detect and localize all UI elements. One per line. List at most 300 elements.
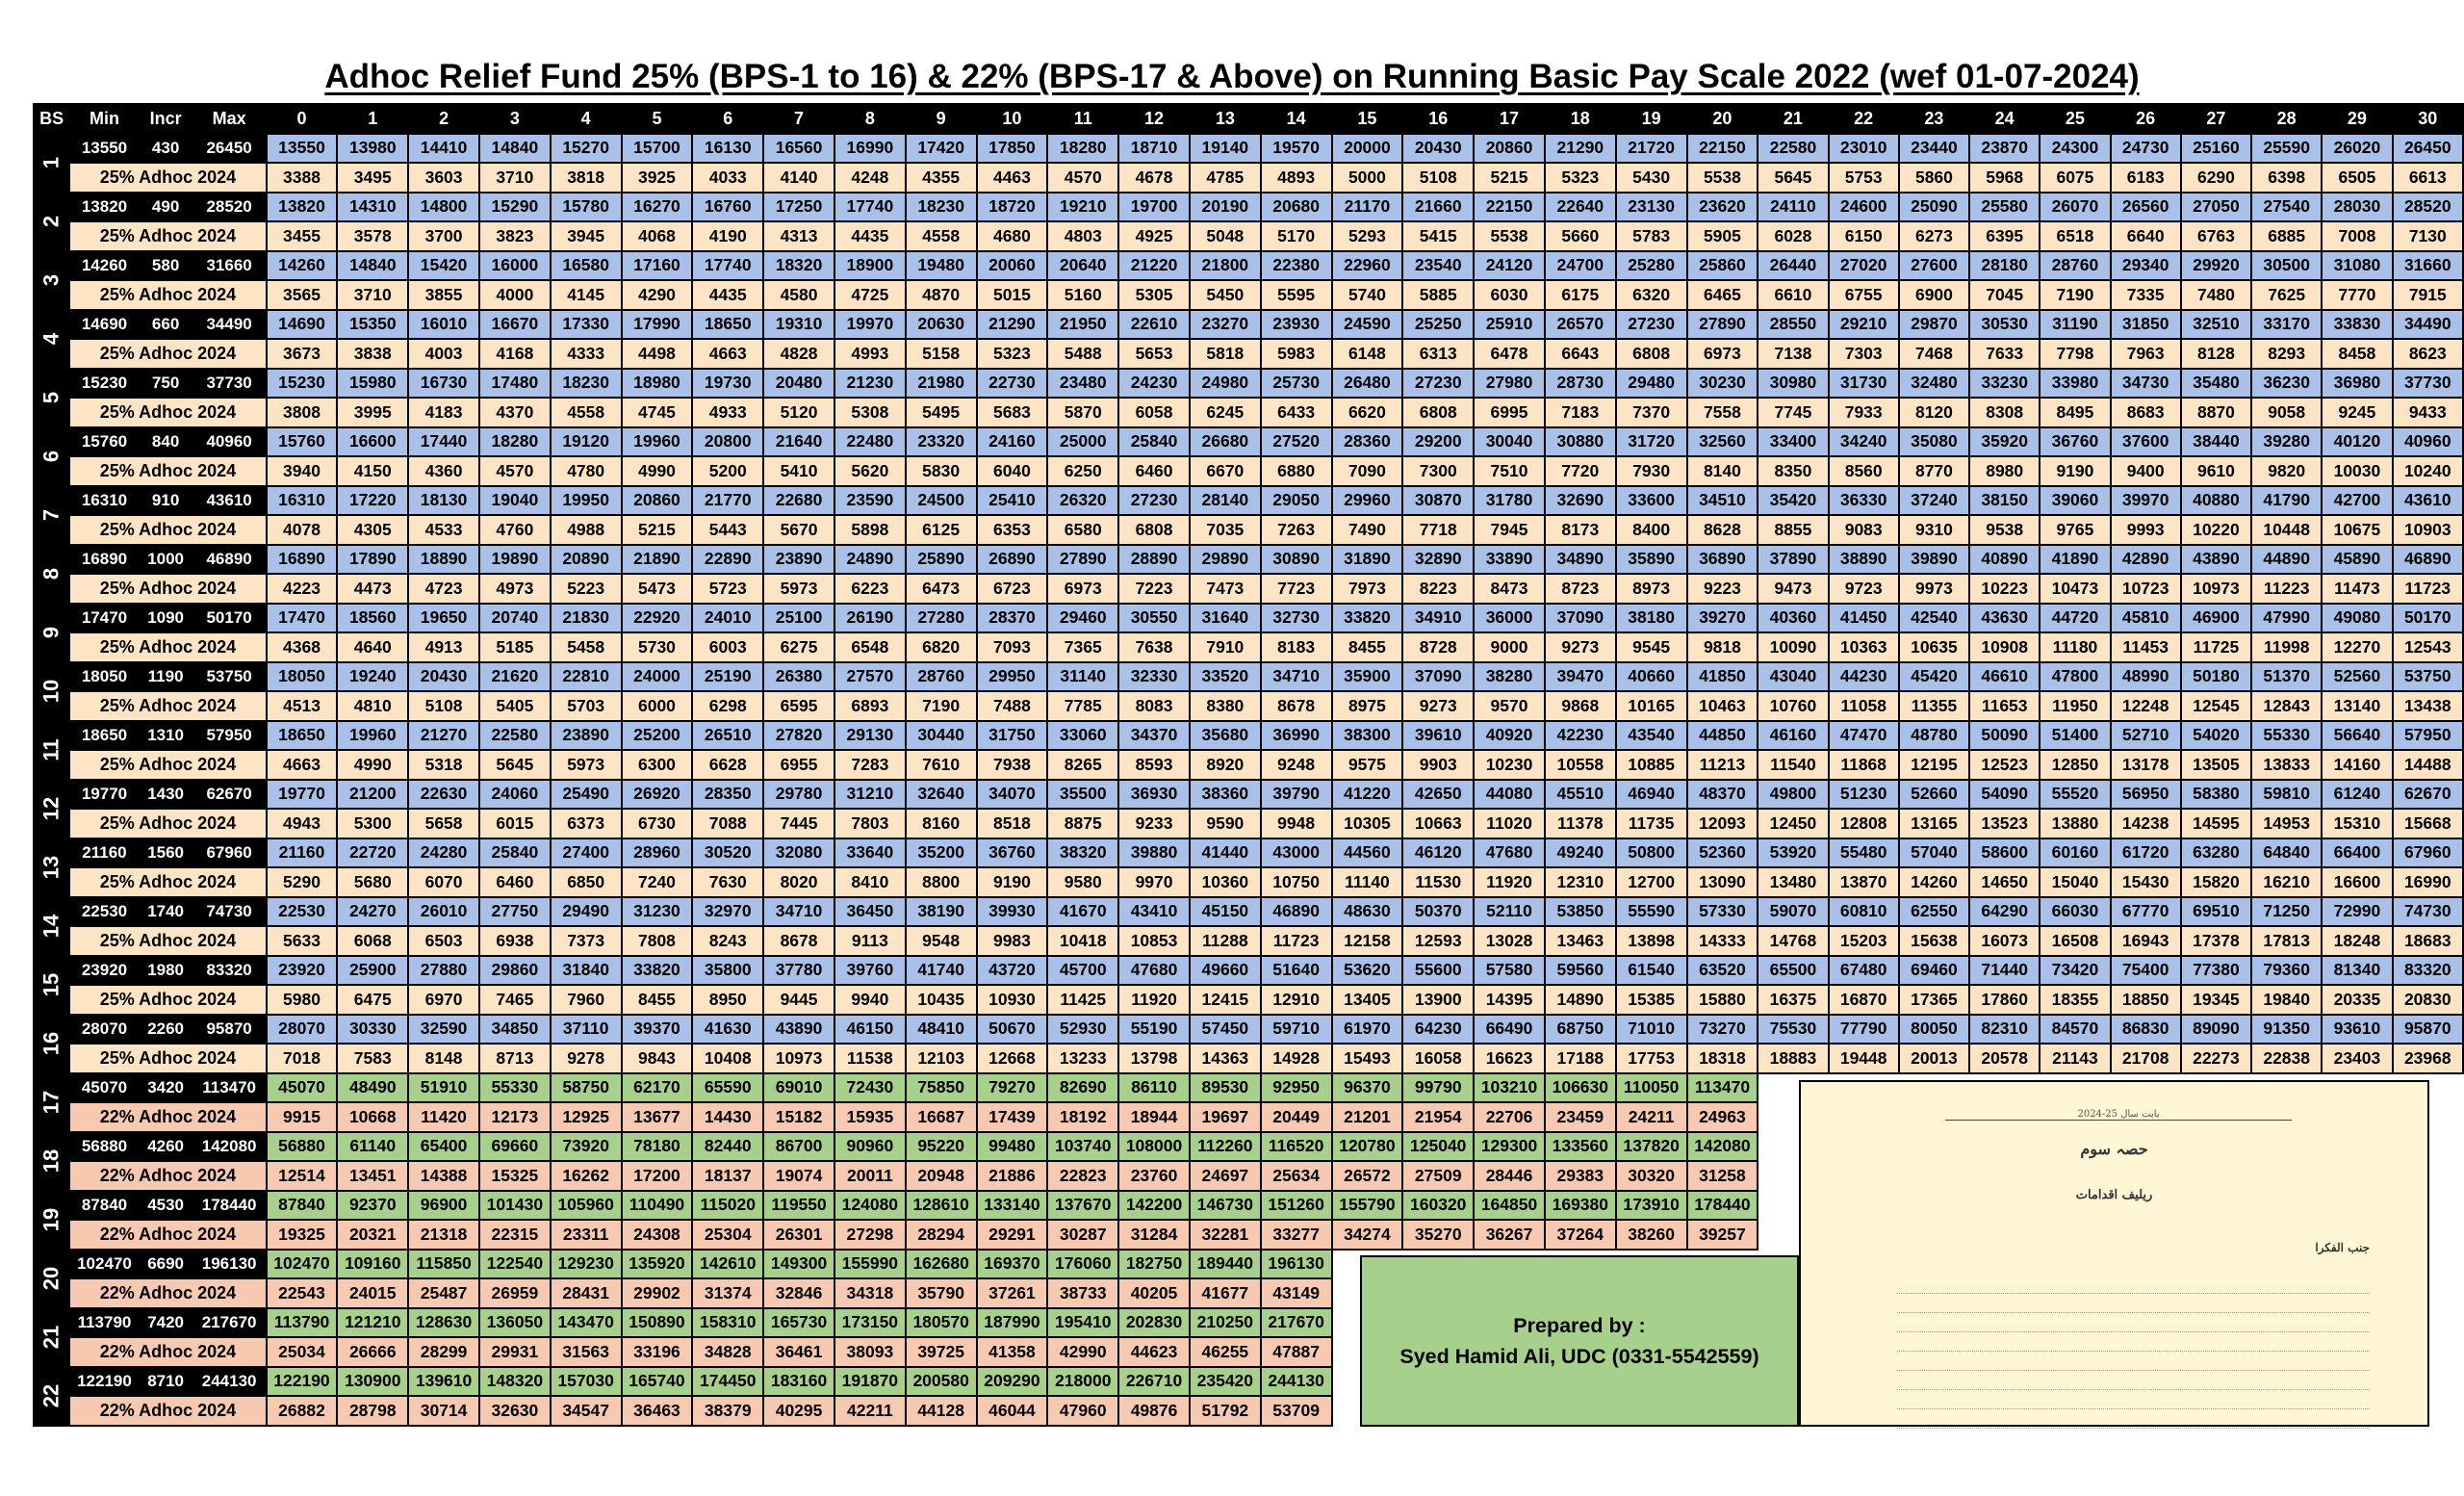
max-pay: 142080 — [192, 1132, 267, 1162]
pay-cell: 41790 — [2251, 486, 2322, 516]
adhoc-label: 25% Adhoc 2024 — [69, 515, 266, 545]
pay-cell: 195410 — [1047, 1308, 1118, 1338]
adhoc-cell: 6245 — [1190, 398, 1261, 427]
adhoc-cell: 12415 — [1190, 985, 1261, 1015]
adhoc-cell: 16870 — [1829, 985, 1899, 1015]
header-min: Min — [69, 104, 139, 134]
adhoc-cell: 5595 — [1261, 280, 1332, 310]
pay-cell: 95870 — [2393, 1015, 2463, 1045]
pay-cell: 129300 — [1474, 1132, 1545, 1162]
pay-cell: 24110 — [1758, 193, 1828, 222]
adhoc-cell: 4463 — [977, 163, 1048, 193]
adhoc-cell: 8410 — [834, 867, 906, 897]
pay-cell: 36990 — [1261, 721, 1332, 751]
pay-cell: 29480 — [1616, 369, 1687, 399]
pay-cell: 41450 — [1829, 604, 1899, 633]
adhoc-cell: 7488 — [977, 691, 1048, 721]
pay-cell: 41740 — [906, 956, 977, 986]
adhoc-cell: 10750 — [1261, 867, 1332, 897]
adhoc-cell: 18883 — [1758, 1044, 1828, 1073]
bps-number — [34, 838, 69, 897]
pay-cell: 75850 — [906, 1073, 977, 1103]
pay-cell: 101430 — [479, 1191, 551, 1221]
adhoc-cell: 28299 — [408, 1337, 479, 1367]
adhoc-cell: 6620 — [1332, 398, 1403, 427]
pay-cell: 39970 — [2111, 486, 2181, 516]
adhoc-cell: 12270 — [2322, 632, 2392, 662]
pay-cell: 129230 — [551, 1250, 622, 1279]
pay-cell: 21950 — [1047, 310, 1118, 340]
pay-cell: 187990 — [977, 1308, 1048, 1338]
pay-cell: 32730 — [1261, 604, 1332, 633]
pay-cell: 23890 — [763, 545, 834, 575]
pay-cell: 47990 — [2251, 604, 2322, 633]
annual-increment: 1190 — [140, 662, 192, 692]
pay-cell: 165740 — [622, 1367, 693, 1397]
pay-cell: 30230 — [1687, 369, 1758, 399]
pay-cell: 71440 — [1969, 956, 2040, 986]
pay-cell: 52110 — [1474, 897, 1545, 927]
adhoc-cell: 10435 — [906, 985, 977, 1015]
adhoc-cell: 11453 — [2111, 632, 2181, 662]
adhoc-cell: 7625 — [2251, 280, 2322, 310]
adhoc-cell: 25634 — [1261, 1161, 1332, 1191]
pay-cell: 25900 — [337, 956, 408, 986]
bps-number-label: 5 — [38, 391, 64, 404]
pay-cell: 18230 — [551, 369, 622, 399]
pay-cell: 24120 — [1474, 251, 1545, 281]
adhoc-cell: 7240 — [622, 867, 693, 897]
pay-cell: 43040 — [1758, 662, 1828, 692]
pay-row-bps-2 — [34, 193, 2463, 222]
pay-cell: 26190 — [834, 604, 906, 633]
pay-cell: 22640 — [1545, 193, 1616, 222]
adhoc-cell: 9868 — [1545, 691, 1616, 721]
pay-cell: 218000 — [1047, 1367, 1118, 1397]
bps-number-label: 2 — [38, 215, 64, 228]
adhoc-cell: 11920 — [1118, 985, 1190, 1015]
annual-increment: 1740 — [140, 897, 192, 927]
adhoc-cell: 6250 — [1047, 456, 1118, 486]
header-stage: 9 — [906, 104, 977, 134]
pay-cell: 142080 — [1687, 1132, 1758, 1162]
pay-cell: 16600 — [337, 427, 408, 457]
adhoc-cell: 31284 — [1118, 1220, 1190, 1250]
pay-cell: 52660 — [1899, 780, 1969, 810]
min-pay: 15230 — [69, 369, 139, 399]
adhoc-cell: 7465 — [479, 985, 551, 1015]
adhoc-cell: 36267 — [1474, 1220, 1545, 1250]
adhoc-label: 25% Adhoc 2024 — [69, 632, 266, 662]
adhoc-cell: 10760 — [1758, 691, 1828, 721]
adhoc-cell: 15040 — [2040, 867, 2110, 897]
adhoc-cell: 6938 — [479, 926, 551, 956]
adhoc-cell: 19840 — [2251, 985, 2322, 1015]
pay-cell: 26510 — [692, 721, 763, 751]
adhoc-label: 22% Adhoc 2024 — [69, 1337, 266, 1367]
adhoc-cell: 11723 — [2393, 574, 2463, 604]
adhoc-cell: 13438 — [2393, 691, 2463, 721]
adhoc-cell: 10418 — [1047, 926, 1118, 956]
pay-cell: 35890 — [1616, 545, 1687, 575]
adhoc-cell: 3995 — [337, 398, 408, 427]
adhoc-cell: 18355 — [2040, 985, 2110, 1015]
pay-cell: 17470 — [267, 604, 338, 633]
header-stage: 7 — [763, 104, 834, 134]
pay-cell: 84570 — [2040, 1015, 2110, 1045]
adhoc-cell: 6320 — [1616, 280, 1687, 310]
pay-cell: 59070 — [1758, 897, 1828, 927]
pay-cell: 37110 — [551, 1015, 622, 1045]
pay-cell: 18900 — [834, 251, 906, 281]
adhoc-cell: 9903 — [1402, 750, 1474, 780]
pay-cell: 18890 — [408, 545, 479, 575]
annual-increment: 1560 — [140, 838, 192, 868]
header-stage: 2 — [408, 104, 479, 134]
adhoc-cell: 15935 — [834, 1102, 906, 1132]
adhoc-cell: 12843 — [2251, 691, 2322, 721]
adhoc-row-bps-10 — [34, 691, 2463, 721]
pay-cell: 38190 — [906, 897, 977, 927]
adhoc-cell: 13505 — [2181, 750, 2251, 780]
adhoc-cell: 6723 — [977, 574, 1048, 604]
adhoc-cell: 12593 — [1402, 926, 1474, 956]
adhoc-cell: 10090 — [1758, 632, 1828, 662]
pay-cell: 96900 — [408, 1191, 479, 1221]
pay-cell: 133140 — [977, 1191, 1048, 1221]
adhoc-cell: 4990 — [337, 750, 408, 780]
adhoc-cell: 6015 — [479, 809, 551, 838]
adhoc-cell: 9545 — [1616, 632, 1687, 662]
pay-cell: 27820 — [763, 721, 834, 751]
adhoc-cell: 4933 — [692, 398, 763, 427]
pay-cell: 28350 — [692, 780, 763, 810]
adhoc-cell: 7138 — [1758, 339, 1828, 369]
adhoc-cell: 8455 — [1332, 632, 1403, 662]
adhoc-cell: 4580 — [763, 280, 834, 310]
adhoc-cell: 4725 — [834, 280, 906, 310]
adhoc-cell: 5293 — [1332, 221, 1403, 251]
notice-header: بابت سال 25-2024 — [1945, 1109, 2292, 1121]
adhoc-cell: 4068 — [622, 221, 693, 251]
adhoc-cell: 9548 — [906, 926, 977, 956]
pay-cell: 32510 — [2181, 310, 2251, 340]
adhoc-cell: 7088 — [692, 809, 763, 838]
adhoc-cell: 27298 — [834, 1220, 906, 1250]
pay-cell: 26920 — [622, 780, 693, 810]
adhoc-cell: 24963 — [1687, 1102, 1758, 1132]
pay-cell: 17850 — [977, 134, 1048, 164]
adhoc-cell: 22823 — [1047, 1161, 1118, 1191]
pay-cell: 24730 — [2111, 134, 2181, 164]
adhoc-cell: 4570 — [479, 456, 551, 486]
adhoc-cell: 20321 — [337, 1220, 408, 1250]
pay-cell: 17250 — [763, 193, 834, 222]
pay-cell: 19890 — [479, 545, 551, 575]
adhoc-cell: 13463 — [1545, 926, 1616, 956]
adhoc-cell: 9843 — [622, 1044, 693, 1073]
pay-cell: 21290 — [1545, 134, 1616, 164]
pay-cell: 142610 — [692, 1250, 763, 1279]
adhoc-cell: 8800 — [906, 867, 977, 897]
adhoc-cell: 4760 — [479, 515, 551, 545]
adhoc-cell: 11723 — [1261, 926, 1332, 956]
adhoc-cell: 19697 — [1190, 1102, 1261, 1132]
adhoc-cell: 11180 — [2040, 632, 2110, 662]
adhoc-cell: 11950 — [2040, 691, 2110, 721]
pay-cell: 89530 — [1190, 1073, 1261, 1103]
pay-cell: 130900 — [337, 1367, 408, 1397]
adhoc-cell: 7183 — [1545, 398, 1616, 427]
adhoc-cell: 5973 — [551, 750, 622, 780]
adhoc-cell: 4570 — [1047, 163, 1118, 193]
pay-cell: 24980 — [1190, 369, 1261, 399]
pay-cell: 24010 — [692, 604, 763, 633]
adhoc-cell: 5645 — [1758, 163, 1828, 193]
pay-cell: 28730 — [1545, 369, 1616, 399]
pay-cell: 125040 — [1402, 1132, 1474, 1162]
header-stage: 23 — [1899, 104, 1969, 134]
pay-cell: 28760 — [906, 662, 977, 692]
pay-cell: 66400 — [2322, 838, 2392, 868]
adhoc-cell: 14363 — [1190, 1044, 1261, 1073]
adhoc-cell: 3823 — [479, 221, 551, 251]
adhoc-cell: 28446 — [1474, 1161, 1545, 1191]
adhoc-cell: 6885 — [2251, 221, 2322, 251]
pay-cell: 25840 — [479, 838, 551, 868]
adhoc-cell: 15430 — [2111, 867, 2181, 897]
adhoc-cell: 10240 — [2393, 456, 2463, 486]
annual-increment: 1090 — [140, 604, 192, 633]
adhoc-cell: 21954 — [1402, 1102, 1474, 1132]
pay-cell: 43890 — [2181, 545, 2251, 575]
adhoc-cell: 9473 — [1758, 574, 1828, 604]
bps-number-label: 3 — [38, 273, 64, 287]
pay-cell: 36760 — [977, 838, 1048, 868]
pay-cell: 29050 — [1261, 486, 1332, 516]
adhoc-cell: 5215 — [1474, 163, 1545, 193]
pay-cell: 36230 — [2251, 369, 2322, 399]
pay-cell: 25280 — [1616, 251, 1687, 281]
pay-cell: 22610 — [1118, 310, 1190, 340]
adhoc-cell: 12514 — [267, 1161, 338, 1191]
adhoc-cell: 6003 — [692, 632, 763, 662]
adhoc-cell: 13480 — [1758, 867, 1828, 897]
bps-number-label: 13 — [38, 855, 64, 880]
pay-cell: 37090 — [1545, 604, 1616, 633]
min-pay: 56880 — [69, 1132, 139, 1162]
adhoc-cell: 10305 — [1332, 809, 1403, 838]
adhoc-cell: 8183 — [1261, 632, 1332, 662]
adhoc-cell: 9273 — [1402, 691, 1474, 721]
adhoc-cell: 12103 — [906, 1044, 977, 1073]
min-pay: 17470 — [69, 604, 139, 633]
pay-cell: 191870 — [834, 1367, 906, 1397]
adhoc-cell: 7190 — [2040, 280, 2110, 310]
pay-cell: 57450 — [1190, 1015, 1261, 1045]
pay-cell: 58750 — [551, 1073, 622, 1103]
pay-cell: 51910 — [408, 1073, 479, 1103]
adhoc-cell: 5653 — [1118, 339, 1190, 369]
pay-cell: 15700 — [622, 134, 693, 164]
adhoc-cell: 8148 — [408, 1044, 479, 1073]
pay-row-bps-13 — [34, 838, 2463, 868]
adhoc-cell: 4745 — [622, 398, 693, 427]
pay-cell: 33400 — [1758, 427, 1828, 457]
adhoc-row-bps-15 — [34, 985, 2463, 1015]
adhoc-cell: 6820 — [906, 632, 977, 662]
pay-cell: 137820 — [1616, 1132, 1687, 1162]
bps-number — [34, 1132, 69, 1191]
adhoc-cell: 9400 — [2111, 456, 2181, 486]
adhoc-cell: 8628 — [1687, 515, 1758, 545]
pay-cell: 29340 — [2111, 251, 2181, 281]
pay-cell: 55190 — [1118, 1015, 1190, 1045]
pay-cell: 25250 — [1402, 310, 1474, 340]
adhoc-cell: 4663 — [692, 339, 763, 369]
pay-cell: 169380 — [1545, 1191, 1616, 1221]
min-pay: 45070 — [69, 1073, 139, 1103]
adhoc-cell: 6068 — [337, 926, 408, 956]
header-incr: Incr — [140, 104, 192, 134]
adhoc-cell: 7718 — [1402, 515, 1474, 545]
adhoc-cell: 10635 — [1899, 632, 1969, 662]
bps-number-label: 8 — [38, 567, 64, 580]
adhoc-cell: 14890 — [1545, 985, 1616, 1015]
adhoc-cell: 6395 — [1969, 221, 2040, 251]
adhoc-cell: 6595 — [763, 691, 834, 721]
header-stage: 19 — [1616, 104, 1687, 134]
pay-cell: 22920 — [622, 604, 693, 633]
pay-cell: 57330 — [1687, 897, 1758, 927]
pay-cell: 45890 — [2322, 545, 2392, 575]
adhoc-cell: 21143 — [2040, 1044, 2110, 1073]
adhoc-cell: 9983 — [977, 926, 1048, 956]
adhoc-cell: 8308 — [1969, 398, 2040, 427]
min-pay: 16310 — [69, 486, 139, 516]
adhoc-cell: 15880 — [1687, 985, 1758, 1015]
adhoc-label: 22% Adhoc 2024 — [69, 1278, 266, 1308]
bps-number — [34, 545, 69, 604]
adhoc-cell: 5818 — [1190, 339, 1261, 369]
adhoc-cell: 30320 — [1616, 1161, 1687, 1191]
pay-cell: 27280 — [906, 604, 977, 633]
adhoc-cell: 34547 — [551, 1396, 622, 1426]
pay-cell: 27520 — [1261, 427, 1332, 457]
bps-number-label: 12 — [38, 796, 64, 821]
adhoc-cell: 5645 — [479, 750, 551, 780]
adhoc-label: 25% Adhoc 2024 — [69, 926, 266, 956]
adhoc-cell: 46044 — [977, 1396, 1048, 1426]
adhoc-cell: 13870 — [1829, 867, 1899, 897]
adhoc-cell: 4370 — [479, 398, 551, 427]
adhoc-cell: 9970 — [1118, 867, 1190, 897]
adhoc-cell: 16600 — [2322, 867, 2392, 897]
adhoc-cell: 14333 — [1687, 926, 1758, 956]
adhoc-cell: 8083 — [1118, 691, 1190, 721]
adhoc-cell: 44623 — [1118, 1337, 1190, 1367]
pay-cell: 17990 — [622, 310, 693, 340]
pay-cell: 77790 — [1829, 1015, 1899, 1045]
pay-cell: 122190 — [267, 1367, 338, 1397]
adhoc-cell: 7938 — [977, 750, 1048, 780]
pay-cell: 16130 — [692, 134, 763, 164]
pay-cell: 36930 — [1118, 780, 1190, 810]
header-stage: 12 — [1118, 104, 1190, 134]
bps-number-label: 20 — [38, 1266, 64, 1291]
pay-cell: 27750 — [479, 897, 551, 927]
pay-cell: 44230 — [1829, 662, 1899, 692]
adhoc-cell: 39257 — [1687, 1220, 1758, 1250]
annual-increment: 8710 — [140, 1367, 192, 1397]
pay-cell: 210250 — [1190, 1308, 1261, 1338]
adhoc-cell: 3565 — [267, 280, 338, 310]
pay-cell: 34710 — [1261, 662, 1332, 692]
adhoc-cell: 18192 — [1047, 1102, 1118, 1132]
adhoc-cell: 6730 — [622, 809, 693, 838]
adhoc-cell: 7910 — [1190, 632, 1261, 662]
adhoc-cell: 4168 — [479, 339, 551, 369]
adhoc-cell: 7263 — [1261, 515, 1332, 545]
adhoc-cell: 6850 — [551, 867, 622, 897]
min-pay: 28070 — [69, 1015, 139, 1045]
min-pay: 14690 — [69, 310, 139, 340]
pay-cell: 17160 — [622, 251, 693, 281]
adhoc-cell: 17860 — [1969, 985, 2040, 1015]
pay-cell: 30980 — [1758, 369, 1828, 399]
adhoc-cell: 10463 — [1687, 691, 1758, 721]
pay-cell: 20630 — [906, 310, 977, 340]
min-pay: 21160 — [69, 838, 139, 868]
pay-cell: 173910 — [1616, 1191, 1687, 1221]
adhoc-cell: 10030 — [2322, 456, 2392, 486]
adhoc-cell: 7468 — [1899, 339, 1969, 369]
pay-cell: 20060 — [977, 251, 1048, 281]
pay-cell: 38180 — [1616, 604, 1687, 633]
adhoc-cell: 5683 — [977, 398, 1048, 427]
pay-cell: 31190 — [2040, 310, 2110, 340]
pay-cell: 102470 — [267, 1250, 338, 1279]
adhoc-cell: 10223 — [1969, 574, 2040, 604]
pay-cell: 99480 — [977, 1132, 1048, 1162]
adhoc-cell: 6643 — [1545, 339, 1616, 369]
pay-cell: 40360 — [1758, 604, 1828, 633]
adhoc-cell: 6298 — [692, 691, 763, 721]
pay-cell: 43890 — [763, 1015, 834, 1045]
pay-cell: 43610 — [2393, 486, 2463, 516]
pay-cell: 24160 — [977, 427, 1048, 457]
pay-cell: 48990 — [2111, 662, 2181, 692]
pay-cell: 33520 — [1190, 662, 1261, 692]
adhoc-cell: 7945 — [1474, 515, 1545, 545]
adhoc-cell: 4893 — [1261, 163, 1332, 193]
pay-cell: 61720 — [2111, 838, 2181, 868]
adhoc-cell: 7303 — [1829, 339, 1899, 369]
adhoc-cell: 4150 — [337, 456, 408, 486]
pay-cell: 32330 — [1118, 662, 1190, 692]
pay-cell: 16760 — [692, 193, 763, 222]
adhoc-cell: 5658 — [408, 809, 479, 838]
pay-cell: 35200 — [906, 838, 977, 868]
adhoc-cell: 8870 — [2181, 398, 2251, 427]
adhoc-cell: 4498 — [622, 339, 693, 369]
pay-cell: 43000 — [1261, 838, 1332, 868]
adhoc-cell: 14488 — [2393, 750, 2463, 780]
adhoc-label: 25% Adhoc 2024 — [69, 280, 266, 310]
adhoc-cell: 3673 — [267, 339, 338, 369]
pay-cell: 17330 — [551, 310, 622, 340]
adhoc-cell: 13028 — [1474, 926, 1545, 956]
